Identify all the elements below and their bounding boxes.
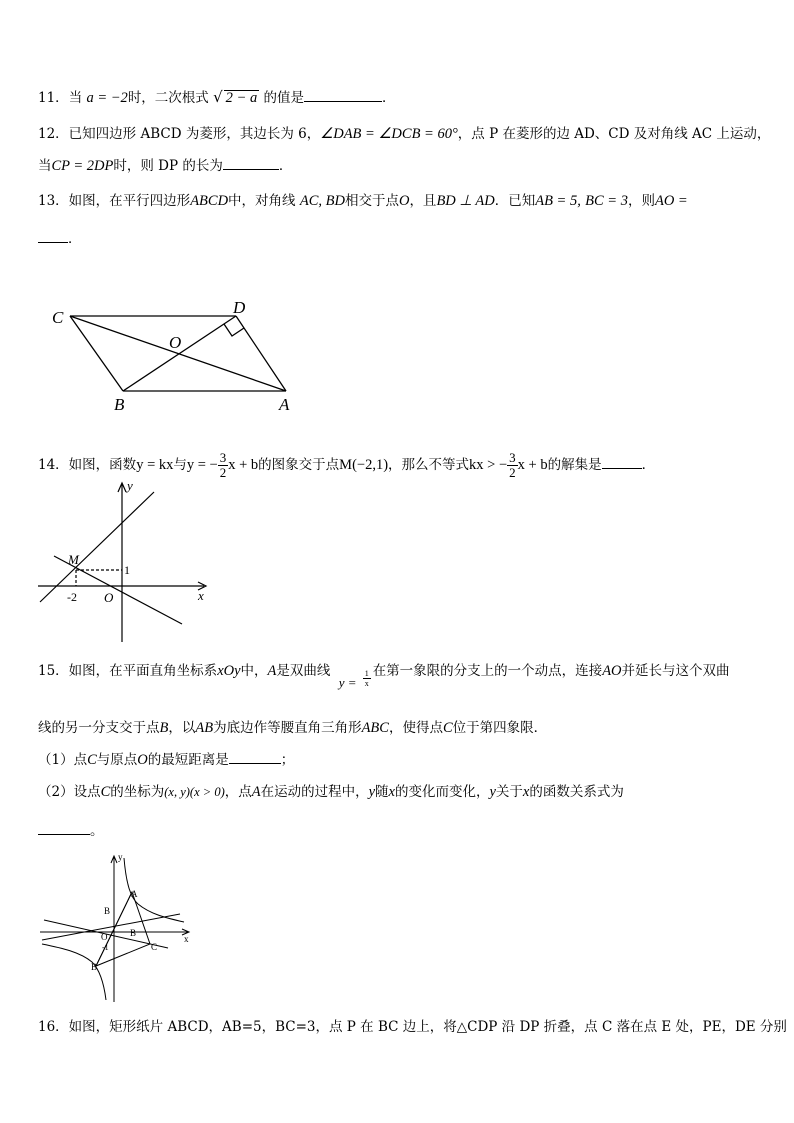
label-origin: O [104,590,114,605]
label-o: O [169,333,182,352]
question-14: 14．如图，函数y = kx与y = − $\frac{3}{2}$ x + b的图象交于点M(−2,1)，那么不等式kx > − $\frac{3}{2}$ x + b的解集是 ． [38,450,656,480]
radical-sign-icon: √ [213,88,223,106]
fraction: $\frac{3}{2}$ [219,450,227,480]
question-15-part-2-answer: 。 [38,820,104,841]
answer-blank[interactable] [229,749,281,764]
label-b: B [114,395,125,414]
side-bc [70,316,123,391]
x-axis-label: x [198,588,204,603]
right-angle-mark-icon [224,324,244,336]
label-a: A [279,395,290,414]
question-15-part-1: （1）点C与原点O的最短距离是 ； [38,749,294,770]
question-15-line-2: 线的另一分支交于点B，以AB为底边作等腰直角三角形ABC，使得点C位于第四象限． [38,720,548,736]
question-16: 16．如图，矩形纸片 ABCD，AB=5，BC=3，点 P 在 BC 边上，将△CDP 沿 DP 折叠，点 C 落在点 E 处，PE，DE 分别 [38,1019,787,1035]
question-15-part-2: （2）设点C的坐标为(x, y)(x > 0)，点A在运动的过程中，y随x的变化而变化，y关于x的函数关系式为 [38,784,624,800]
label-origin: O [101,932,108,942]
question-12-line-2: 当CP = 2DP时，则 DP 的长为 ． [38,155,292,176]
answer-blank[interactable] [223,155,279,170]
side-da [236,316,286,391]
label-neg-one: -1 [102,943,109,952]
y-axis-label: y [118,852,123,862]
fraction: $\frac{3}{2}$ [509,450,516,480]
question-11: 11．当 a = −2时，二次根式 √ 2 − a 的值是 ． [38,88,396,106]
diagonal-bd [123,316,236,391]
parallelogram-figure [40,296,310,416]
label-neg-two: -2 [67,590,77,604]
label-b-inner: B [130,928,137,938]
answer-blank[interactable] [38,820,90,835]
label-d: D [233,298,246,317]
answer-blank[interactable] [304,87,382,102]
hyperbola-formula: y = $\frac{1}{x}$ [338,669,369,690]
y-axis-label: y [127,478,133,493]
linear-functions-graph [36,478,216,646]
label-m: M [68,552,79,567]
question-13-answer: ． [38,228,82,249]
answer-blank[interactable] [602,454,642,469]
question-12-line-1: 12．已知四边形 ABCD 为菱形，其边长为 6，∠DAB = ∠DCB = 60°，点 P 在菱形的边 AD、CD 及对角线 AC 上运动， [38,126,771,142]
label-b-axis: B [104,906,111,916]
hyperbola-branch-third-quadrant [42,944,106,1000]
label-c: C [52,308,64,327]
triangle-abc [96,892,150,966]
x-axis-label: x [184,934,189,944]
label-a: A [131,889,138,899]
question-13: 13．如图，在平行四边形ABCD中，对角线 AC, BD相交于点O，且BD ⊥ AD．已知AB = 5, BC = 3，则AO = [38,193,688,209]
label-c: C [151,942,158,952]
hyperbola-figure [38,852,198,1004]
diagonal-ca [70,316,286,391]
answer-blank[interactable] [38,228,68,243]
label-one: 1 [124,563,130,577]
question-15-line-1: 15．如图，在平面直角坐标系xOy中，A是双曲线 y = $\frac{1}{x}$ 在第一象限的分支上的一个动点，连接AO并延长与这个双曲 [38,655,730,681]
label-b-lower: B [91,962,98,972]
